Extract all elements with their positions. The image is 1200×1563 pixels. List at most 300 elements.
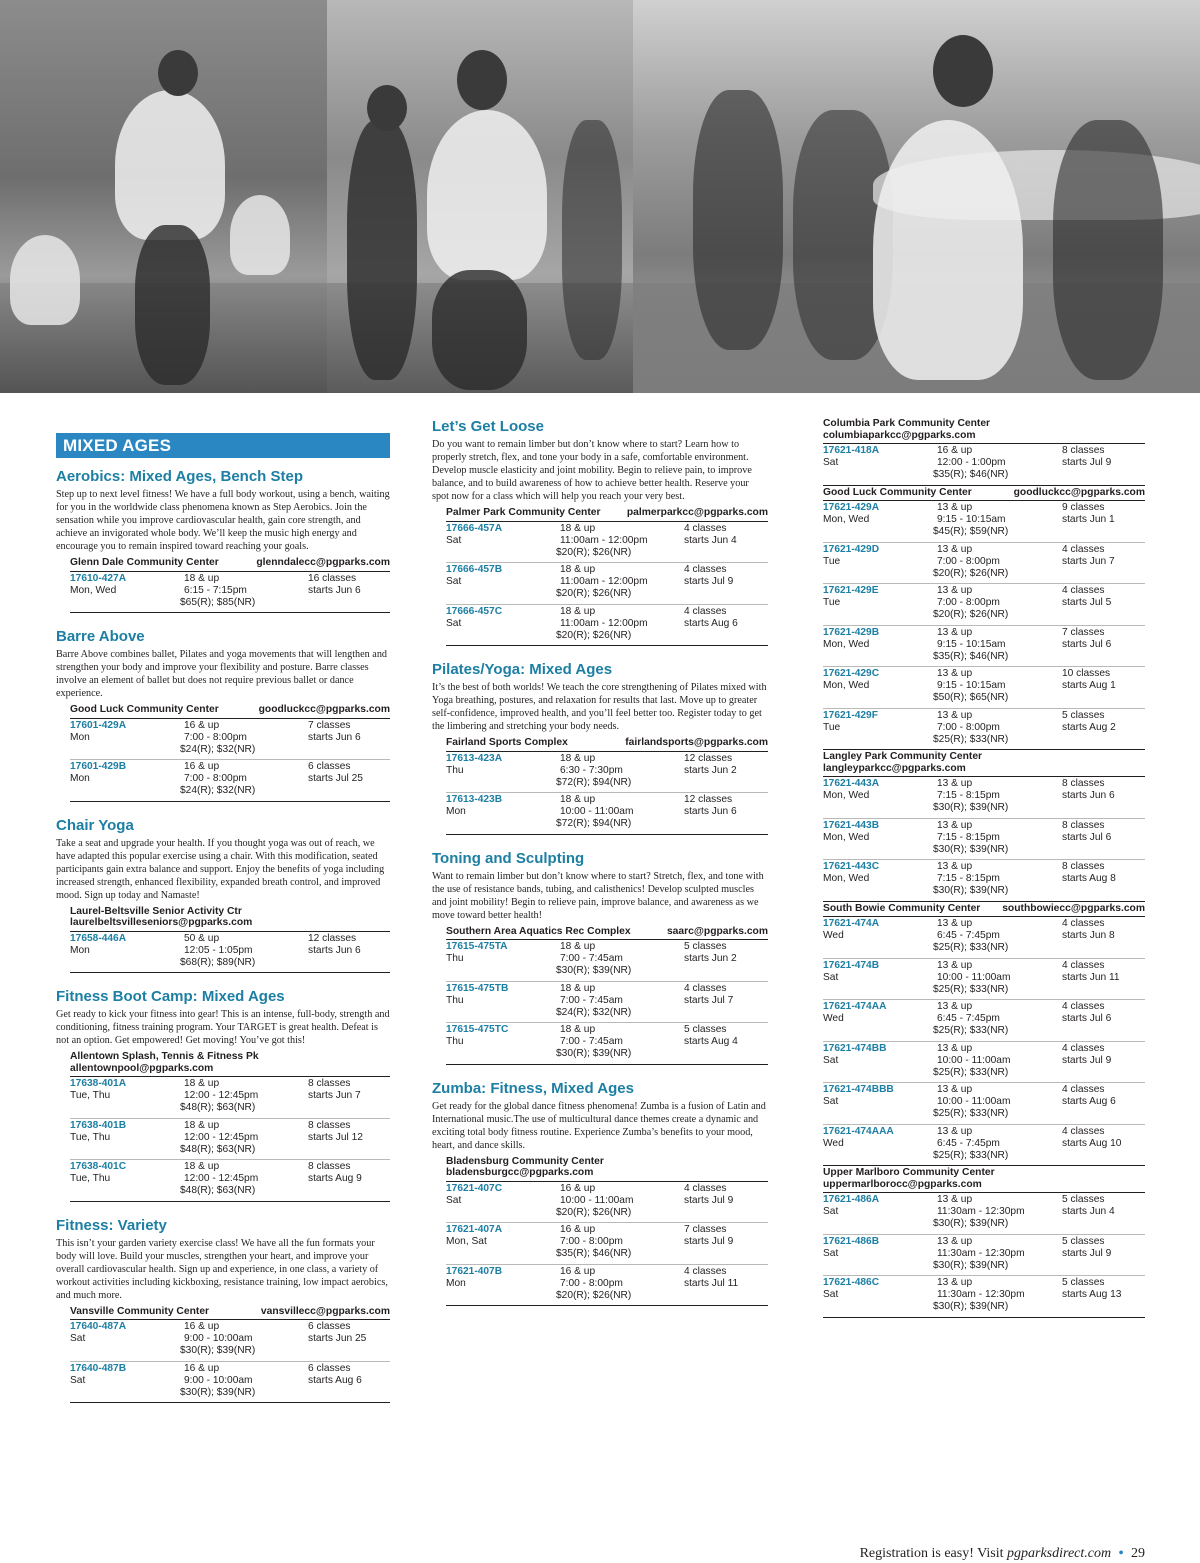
class-code-link[interactable]: 17621-474AA bbox=[823, 1001, 887, 1012]
class-row bbox=[446, 1182, 768, 1224]
class-code-link[interactable]: 17615-475TB bbox=[446, 982, 509, 994]
course-section bbox=[432, 661, 768, 835]
venue-name: Fairland Sports Complex bbox=[446, 737, 568, 748]
class-code-link[interactable]: 17621-418A bbox=[823, 445, 880, 456]
class-age: 13 & up bbox=[937, 918, 973, 929]
class-time: 10:00 - 11:00am bbox=[937, 1054, 1011, 1066]
class-time: 11:30am - 12:30pm bbox=[937, 1289, 1025, 1300]
venue-name: Bladensburg Community Center bbox=[446, 1155, 604, 1167]
class-code-link[interactable]: 17621-429F bbox=[823, 709, 878, 721]
page-footer bbox=[860, 1546, 1145, 1562]
class-start: starts Jun 4 bbox=[684, 534, 737, 546]
class-age: 16 & up bbox=[937, 445, 973, 456]
class-row bbox=[823, 543, 1145, 585]
class-days: Sat bbox=[823, 1096, 839, 1107]
venue-header bbox=[446, 737, 768, 752]
class-age: 16 & up bbox=[184, 761, 220, 772]
course-section bbox=[432, 418, 768, 646]
course-section bbox=[56, 817, 390, 974]
class-fee: $20(R); $26(NR) bbox=[933, 567, 1009, 579]
course-section bbox=[822, 418, 1145, 1318]
photo-aerobics-class bbox=[0, 0, 327, 393]
class-time: 11:00am - 12:00pm bbox=[560, 534, 648, 546]
class-days: Mon bbox=[446, 1277, 466, 1289]
class-fee: $30(R); $39(NR) bbox=[933, 802, 1009, 813]
venue-email[interactable]: palmerparkcc@pgparks.com bbox=[626, 507, 768, 518]
class-time: 7:00 - 8:00pm bbox=[184, 773, 247, 784]
footer-lead: Registration is easy! bbox=[859, 1546, 974, 1561]
class-age: 13 & up bbox=[937, 778, 973, 789]
course-section bbox=[432, 1080, 768, 1307]
class-start: starts Jun 7 bbox=[1062, 555, 1115, 567]
class-row bbox=[823, 626, 1145, 668]
course-title: Aerobics: Mixed Ages, Bench Step bbox=[56, 468, 304, 485]
class-age: 13 & up bbox=[937, 1277, 973, 1288]
class-time: 6:45 - 7:45pm bbox=[937, 930, 1000, 941]
class-days: Sat bbox=[823, 457, 839, 468]
class-code-link[interactable]: 17621-443B bbox=[823, 819, 880, 831]
class-row bbox=[70, 1362, 390, 1404]
class-days: Sat bbox=[446, 617, 462, 629]
class-time: 7:15 - 8:15pm bbox=[937, 831, 1000, 843]
class-age: 18 & up bbox=[184, 572, 220, 584]
class-fee: $48(R); $63(NR) bbox=[180, 1143, 256, 1155]
venue-block bbox=[446, 507, 768, 646]
course-description: This isn’t your garden variety exercise class! We have all the fun formats your body will love. Build your muscles, strengthen your heart, and improve your overall cardiovascular health. Sign up and experience, in one class, a variety of workout activities including kickboxing, resistance training, low impact aerobics, and much more. bbox=[56, 1237, 388, 1301]
class-code-link[interactable]: 17621-486C bbox=[823, 1277, 880, 1288]
class-days: Mon bbox=[70, 944, 90, 956]
class-count: 4 classes bbox=[684, 982, 727, 994]
class-time: 7:15 - 8:15pm bbox=[937, 790, 1000, 801]
class-time: 12:00 - 1:00pm bbox=[937, 457, 1006, 468]
footer-site-link[interactable]: pgparksdirect.com bbox=[1007, 1546, 1112, 1561]
venue-name: Columbia Park Community Center bbox=[823, 418, 991, 429]
class-age: 18 & up bbox=[560, 941, 596, 952]
class-fee: $25(R); $33(NR) bbox=[933, 1025, 1009, 1036]
class-fee: $48(R); $63(NR) bbox=[180, 1102, 256, 1113]
venue-block bbox=[70, 1051, 390, 1202]
class-days: Thu bbox=[446, 994, 464, 1006]
class-fee: $30(R); $39(NR) bbox=[556, 965, 632, 976]
course-section bbox=[432, 850, 768, 1065]
class-start: starts Jul 9 bbox=[1062, 457, 1112, 468]
class-fee: $25(R); $33(NR) bbox=[933, 983, 1009, 995]
class-fee: $48(R); $63(NR) bbox=[180, 1185, 256, 1196]
class-fee: $30(R); $39(NR) bbox=[933, 1218, 1009, 1229]
course-title: Fitness Boot Camp: Mixed Ages bbox=[56, 988, 285, 1005]
class-code-link[interactable]: 17621-429B bbox=[823, 626, 880, 638]
class-code-link[interactable]: 17621-407A bbox=[446, 1224, 503, 1235]
class-days: Mon, Sat bbox=[446, 1236, 487, 1247]
class-start: starts Jun 6 bbox=[308, 584, 361, 596]
class-count: 10 classes bbox=[1062, 668, 1111, 679]
class-time: 12:00 - 12:45pm bbox=[184, 1173, 259, 1184]
class-time: 7:00 - 8:00pm bbox=[937, 555, 1000, 567]
venue-header bbox=[823, 903, 1145, 918]
class-code-link[interactable]: 17638-401C bbox=[70, 1161, 127, 1172]
class-row bbox=[823, 667, 1145, 709]
class-count: 4 classes bbox=[1062, 543, 1105, 555]
class-age: 13 & up bbox=[937, 959, 973, 971]
class-count: 8 classes bbox=[1062, 861, 1105, 872]
class-days: Mon, Wed bbox=[823, 790, 870, 801]
class-code-link[interactable]: 17613-423A bbox=[446, 752, 503, 764]
venue-header bbox=[446, 926, 768, 941]
class-start: starts Jun 1 bbox=[1062, 514, 1115, 525]
class-row bbox=[823, 584, 1145, 626]
class-time: 7:00 - 8:00pm bbox=[560, 1236, 623, 1247]
class-fee: $50(R); $65(NR) bbox=[933, 692, 1009, 703]
class-age: 13 & up bbox=[937, 819, 973, 831]
class-code-link[interactable]: 17640-487B bbox=[70, 1362, 127, 1374]
venue-email[interactable]: goodluckcc@pgparks.com bbox=[258, 704, 390, 715]
class-code-link[interactable]: 17666-457A bbox=[446, 522, 503, 534]
course-title: Toning and Sculpting bbox=[432, 849, 585, 867]
class-count: 4 classes bbox=[1062, 1042, 1105, 1054]
venue-header bbox=[446, 507, 768, 522]
class-start: starts Jul 12 bbox=[308, 1131, 363, 1143]
class-time: 9:15 - 10:15am bbox=[937, 638, 1006, 650]
course-title: Fitness: Variety bbox=[56, 1216, 167, 1234]
class-fee: $25(R); $33(NR) bbox=[933, 1066, 1009, 1078]
class-count: 5 classes bbox=[1062, 1194, 1105, 1205]
photo-strip bbox=[0, 0, 1200, 393]
venue-header bbox=[70, 1306, 390, 1321]
course-description: Step up to next level fitness! We have a full body workout, using a bench, waiting for you in the worldwide class phenomena known as Step Aerobics. Join the sensation while you improve cardiovascular health, gain core strength, and achieve an invigorated whole body. We’ll keep the music high energy and encourage you to remain inspired toward reaching your goals. bbox=[56, 489, 390, 552]
class-time: 9:15 - 10:15am bbox=[937, 514, 1006, 525]
class-code-link[interactable]: 17615-475TA bbox=[446, 941, 508, 952]
class-days: Tue bbox=[823, 555, 841, 567]
course-description: Do you want to remain limber but don’t know where to start? Learn how to properly stretch, flex, and tone your body in a safe, comfortable environment. Develop muscle elasticity and joint mobility. Begin to relieve pain, to improve balance, and to build awareness of how to achieve better health. Reserve your spot now for a class which will help you reach your very best. bbox=[432, 439, 752, 502]
class-days: Tue, Thu bbox=[70, 1131, 111, 1143]
class-fee: $25(R); $33(NR) bbox=[933, 942, 1009, 953]
class-code-link[interactable]: 17621-443C bbox=[823, 861, 880, 872]
venue-email[interactable]: goodluckcc@pgparks.com bbox=[1013, 486, 1145, 498]
class-days: Mon, Wed bbox=[823, 680, 870, 691]
class-time: 7:00 - 7:45am bbox=[560, 1036, 623, 1047]
class-row bbox=[823, 1125, 1145, 1167]
venue-block bbox=[70, 704, 390, 802]
class-start: starts Jul 9 bbox=[1062, 1247, 1112, 1259]
class-time: 10:00 - 11:00am bbox=[560, 806, 634, 817]
class-age: 13 & up bbox=[937, 502, 973, 513]
class-start: starts Aug 1 bbox=[1062, 680, 1116, 691]
class-code-link[interactable]: 17621-474A bbox=[823, 918, 880, 929]
class-fee: $72(R); $94(NR) bbox=[556, 818, 632, 829]
class-row bbox=[823, 777, 1145, 819]
class-count: 7 classes bbox=[684, 1224, 727, 1235]
class-start: starts Jun 4 bbox=[1062, 1206, 1115, 1217]
course-description: Barre Above combines ballet, Pilates and yoga movements that will lengthen and strengthen your body and improve your flexibility and posture. Barre classes involve an element of ballet but does not require previous ballet or dance experience. bbox=[56, 649, 388, 699]
venue-email[interactable]: southbowiecc@pgparks.com bbox=[1002, 902, 1145, 914]
class-fee: $25(R); $33(NR) bbox=[933, 1108, 1009, 1119]
class-time: 6:15 - 7:15pm bbox=[184, 584, 247, 596]
class-time: 12:00 - 12:45pm bbox=[184, 1131, 259, 1143]
class-days: Sat bbox=[70, 1333, 86, 1344]
class-count: 6 classes bbox=[308, 1321, 351, 1332]
class-days: Mon, Wed bbox=[70, 584, 117, 596]
venue-header bbox=[823, 751, 1145, 777]
class-count: 5 classes bbox=[1062, 1235, 1105, 1247]
class-start: starts Jun 25 bbox=[308, 1333, 367, 1344]
class-days: Mon, Wed bbox=[823, 514, 870, 525]
class-age: 16 & up bbox=[560, 1182, 596, 1194]
class-start: starts Jul 11 bbox=[684, 1277, 739, 1289]
venue-name: Glenn Dale Community Center bbox=[70, 557, 219, 568]
class-time: 7:00 - 7:45am bbox=[560, 953, 623, 964]
class-row bbox=[823, 959, 1145, 1001]
class-start: starts Jun 2 bbox=[684, 953, 737, 964]
class-age: 13 & up bbox=[937, 1235, 973, 1247]
venue-name: Palmer Park Community Center bbox=[446, 507, 601, 518]
venue-email[interactable]: glenndalecc@pgparks.com bbox=[256, 557, 390, 568]
class-fee: $30(R); $39(NR) bbox=[556, 1048, 632, 1059]
class-days: Sat bbox=[446, 534, 462, 546]
class-age: 13 & up bbox=[937, 861, 973, 872]
class-fee: $24(R); $32(NR) bbox=[180, 785, 256, 796]
class-start: starts Jun 2 bbox=[684, 764, 737, 776]
class-code-link[interactable]: 17621-407C bbox=[446, 1182, 503, 1194]
venue-email[interactable]: bladensburgcc@pgparks.com bbox=[446, 1167, 594, 1178]
class-code-link[interactable]: 17621-429E bbox=[823, 585, 879, 596]
class-count: 6 classes bbox=[308, 1362, 351, 1374]
class-code-link[interactable]: 17621-486A bbox=[823, 1194, 880, 1205]
class-days: Sat bbox=[823, 1247, 839, 1259]
class-age: 18 & up bbox=[560, 564, 596, 575]
class-count: 6 classes bbox=[308, 761, 351, 772]
class-time: 7:00 - 8:00pm bbox=[560, 1277, 623, 1289]
page-number: 29 bbox=[1131, 1546, 1145, 1561]
class-days: Thu bbox=[446, 953, 464, 964]
venue-block bbox=[823, 903, 1145, 1167]
class-count: 8 classes bbox=[1062, 445, 1105, 456]
venue-name: South Bowie Community Center bbox=[823, 902, 981, 914]
class-days: Tue bbox=[823, 597, 841, 608]
class-code-link[interactable]: 17621-474AAA bbox=[823, 1125, 894, 1137]
course-description: Get ready to kick your fitness into gear! This is an intense, full-body, strength and conditioning, fitness training program. Your TARGET is great health. Defeat is not an option. Get empowered! Get moving! You’ve got this! bbox=[56, 1009, 390, 1046]
class-age: 13 & up bbox=[937, 585, 973, 596]
class-count: 4 classes bbox=[1062, 959, 1105, 971]
class-code-link[interactable]: 17610-427A bbox=[70, 572, 127, 584]
venue-block bbox=[70, 906, 390, 974]
class-count: 4 classes bbox=[684, 1182, 727, 1194]
class-fee: $35(R); $46(NR) bbox=[933, 469, 1009, 480]
class-code-link[interactable]: 17621-429D bbox=[823, 543, 880, 555]
class-fee: $25(R); $33(NR) bbox=[933, 1149, 1009, 1161]
course-title: Let’s Get Loose bbox=[432, 418, 544, 435]
class-code-link[interactable]: 17621-474B bbox=[823, 959, 880, 971]
class-fee: $35(R); $46(NR) bbox=[933, 650, 1009, 662]
venue-header bbox=[823, 418, 1145, 444]
venue-name: Southern Area Aquatics Rec Complex bbox=[446, 925, 631, 937]
venue-email[interactable]: vansvillecc@pgparks.com bbox=[260, 1305, 390, 1317]
class-count: 12 classes bbox=[308, 932, 357, 944]
class-days: Thu bbox=[446, 1036, 464, 1047]
class-code-link[interactable]: 17621-443A bbox=[823, 778, 880, 789]
class-days: Wed bbox=[823, 930, 844, 941]
class-days: Tue bbox=[823, 721, 841, 733]
course-description: Take a seat and upgrade your health. If you thought yoga was out of reach, we have adapted this popular exercise using a chair. With this modification, seated participants gain extra balance and support. Enjoy the benefits of yoga including increased strength, enhanced flexibility, expanded breath control, and improved mood. Sign up today and Namaste! bbox=[56, 837, 385, 901]
venue-email[interactable]: uppermarlborocc@pgparks.com bbox=[823, 1178, 982, 1190]
class-time: 12:00 - 12:45pm bbox=[184, 1090, 259, 1101]
class-age: 13 & up bbox=[937, 543, 973, 555]
class-count: 8 classes bbox=[1062, 778, 1105, 789]
venue-block bbox=[70, 1306, 390, 1404]
class-fee: $35(R); $46(NR) bbox=[556, 1248, 632, 1259]
class-count: 4 classes bbox=[1062, 918, 1105, 929]
class-days: Mon, Wed bbox=[823, 638, 870, 650]
section-banner: MIXED AGES bbox=[56, 433, 390, 458]
class-row bbox=[823, 444, 1145, 486]
class-age: 16 & up bbox=[184, 719, 220, 731]
class-row bbox=[446, 1265, 768, 1307]
class-fee: $20(R); $26(NR) bbox=[556, 1206, 632, 1218]
class-start: starts Aug 9 bbox=[308, 1173, 362, 1184]
class-row bbox=[823, 1235, 1145, 1277]
course-description: It’s the best of both worlds! We teach the core strengthening of Pilates mixed with Yoga breathing, postures, and relaxation for results that last. Move up to greater self-confidence, improved health, and you’ll feel better too. Register today to get the limbering and stretching your body needs. bbox=[432, 682, 767, 732]
class-fee: $30(R); $39(NR) bbox=[933, 1259, 1009, 1271]
class-code-link[interactable]: 17640-487A bbox=[70, 1321, 127, 1332]
venue-name: Allentown Splash, Tennis & Fitness Pk bbox=[70, 1051, 259, 1062]
venue-email[interactable]: saarc@pgparks.com bbox=[666, 925, 768, 937]
class-count: 8 classes bbox=[308, 1078, 351, 1089]
class-age: 16 & up bbox=[560, 1265, 596, 1277]
venue-block bbox=[446, 737, 768, 835]
class-time: 7:00 - 8:00pm bbox=[937, 597, 1000, 608]
venue-name: Good Luck Community Center bbox=[70, 704, 219, 715]
class-days: Mon bbox=[446, 806, 466, 817]
class-start: starts Jul 6 bbox=[1062, 1013, 1112, 1024]
class-code-link[interactable]: 17601-429A bbox=[70, 719, 127, 731]
class-age: 18 & up bbox=[560, 1024, 596, 1035]
course-section bbox=[56, 988, 390, 1202]
class-start: starts Aug 6 bbox=[308, 1374, 362, 1386]
class-start: starts Jun 6 bbox=[684, 806, 737, 817]
venue-email[interactable]: fairlandsports@pgparks.com bbox=[625, 737, 768, 748]
class-code-link[interactable]: 17666-457B bbox=[446, 564, 503, 575]
class-age: 18 & up bbox=[560, 982, 596, 994]
class-days: Wed bbox=[823, 1013, 844, 1024]
class-time: 6:30 - 7:30pm bbox=[560, 764, 623, 776]
class-count: 8 classes bbox=[1062, 819, 1105, 831]
class-start: starts Jul 25 bbox=[308, 773, 363, 784]
class-age: 18 & up bbox=[560, 605, 596, 617]
class-code-link[interactable]: 17621-407B bbox=[446, 1265, 503, 1277]
class-fee: $24(R); $32(NR) bbox=[556, 1006, 632, 1018]
venue-header bbox=[823, 487, 1145, 502]
class-row bbox=[70, 760, 390, 802]
class-days: Mon, Wed bbox=[823, 873, 870, 884]
class-days: Sat bbox=[823, 1054, 839, 1066]
class-row bbox=[70, 1320, 390, 1362]
class-start: starts Jul 9 bbox=[1062, 1054, 1112, 1066]
class-age: 16 & up bbox=[184, 1321, 220, 1332]
class-age: 18 & up bbox=[184, 1078, 220, 1089]
class-age: 16 & up bbox=[184, 1362, 220, 1374]
course-description: Get ready for the global dance fitness phenomena! Zumba is a fusion of Latin and International music.The use of multicultural dance themes create a dynamic and exciting total body fitness routine. Experience Zumba’s benefits to your mood, heart, and dance skills. bbox=[432, 1100, 766, 1151]
column-2 bbox=[432, 418, 768, 1321]
class-age: 18 & up bbox=[560, 522, 596, 534]
class-row bbox=[446, 940, 768, 982]
class-count: 4 classes bbox=[684, 605, 727, 617]
venue-header bbox=[70, 906, 390, 932]
class-days: Sat bbox=[823, 1289, 839, 1300]
course-title: Chair Yoga bbox=[56, 816, 134, 834]
class-fee: $30(R); $39(NR) bbox=[180, 1386, 256, 1398]
class-age: 13 & up bbox=[937, 668, 973, 679]
class-row bbox=[446, 982, 768, 1024]
class-code-link[interactable]: 17658-446A bbox=[70, 932, 127, 944]
class-code-link[interactable]: 17638-401A bbox=[70, 1078, 127, 1089]
class-age: 13 & up bbox=[937, 1042, 973, 1054]
class-start: starts Aug 6 bbox=[684, 617, 738, 629]
class-code-link[interactable]: 17621-429A bbox=[823, 502, 880, 513]
class-days: Tue, Thu bbox=[70, 1173, 111, 1184]
class-code-link[interactable]: 17666-457C bbox=[446, 605, 503, 617]
class-start: starts Jun 6 bbox=[308, 944, 361, 956]
venue-name: Vansville Community Center bbox=[70, 1305, 210, 1317]
class-code-link[interactable]: 17601-429B bbox=[70, 761, 127, 772]
venue-name: Upper Marlboro Community Center bbox=[823, 1167, 995, 1178]
class-code-link[interactable]: 17638-401B bbox=[70, 1119, 127, 1131]
class-code-link[interactable]: 17621-474BBB bbox=[823, 1084, 894, 1095]
class-fee: $72(R); $94(NR) bbox=[556, 776, 632, 788]
venue-block bbox=[823, 1167, 1145, 1318]
class-code-link[interactable]: 17621-474BB bbox=[823, 1042, 887, 1054]
class-code-link[interactable]: 17621-429C bbox=[823, 668, 880, 679]
class-row bbox=[823, 709, 1145, 751]
class-row bbox=[823, 1042, 1145, 1084]
course-description: Want to remain limber but don’t know where to start? Stretch, flex, and tone with the use of resistance bands, tubing, and calisthenics! Develop sculpted muscles and joint mobility! Begin to relieve pain, improve balance, and awareness as we move toward better health! bbox=[432, 870, 764, 921]
venue-block bbox=[823, 487, 1145, 751]
class-row bbox=[446, 793, 768, 835]
class-row bbox=[823, 1000, 1145, 1042]
class-code-link[interactable]: 17621-486B bbox=[823, 1235, 880, 1247]
class-row bbox=[823, 819, 1145, 861]
class-time: 12:05 - 1:05pm bbox=[184, 944, 253, 956]
venue-email[interactable]: columbiaparkcc@pgparks.com bbox=[823, 429, 976, 441]
venue-block bbox=[70, 557, 390, 613]
footer-separator: • bbox=[1118, 1546, 1124, 1561]
class-code-link[interactable]: 17615-475TC bbox=[446, 1024, 509, 1035]
class-age: 18 & up bbox=[184, 1161, 220, 1172]
venue-email[interactable]: allentownpool@pgparks.com bbox=[70, 1062, 214, 1074]
class-time: 11:30am - 12:30pm bbox=[937, 1247, 1025, 1259]
class-days: Sat bbox=[823, 1206, 839, 1217]
venue-email[interactable]: laurelbeltsvilleseniors@pgparks.com bbox=[70, 917, 253, 928]
class-fee: $30(R); $39(NR) bbox=[933, 1301, 1009, 1312]
class-row bbox=[70, 1119, 390, 1161]
class-fee: $25(R); $33(NR) bbox=[933, 733, 1009, 745]
class-count: 16 classes bbox=[308, 572, 357, 584]
class-days: Mon bbox=[70, 731, 90, 743]
venue-header bbox=[823, 1167, 1145, 1193]
class-days: Sat bbox=[823, 971, 839, 983]
course-title: Pilates/Yoga: Mixed Ages bbox=[432, 661, 613, 678]
class-time: 9:00 - 10:00am bbox=[184, 1374, 253, 1386]
class-row bbox=[446, 605, 768, 647]
class-age: 18 & up bbox=[560, 752, 596, 764]
venue-block bbox=[823, 751, 1145, 902]
class-code-link[interactable]: 17613-423B bbox=[446, 794, 503, 805]
venue-email[interactable]: langleyparkcc@pgparks.com bbox=[823, 762, 966, 774]
class-age: 13 & up bbox=[937, 1125, 973, 1137]
class-row bbox=[823, 1083, 1145, 1125]
class-time: 7:00 - 8:00pm bbox=[937, 721, 1000, 733]
class-fee: $30(R); $39(NR) bbox=[933, 843, 1009, 855]
class-time: 7:00 - 8:00pm bbox=[184, 731, 247, 743]
class-days: Wed bbox=[823, 1137, 844, 1149]
